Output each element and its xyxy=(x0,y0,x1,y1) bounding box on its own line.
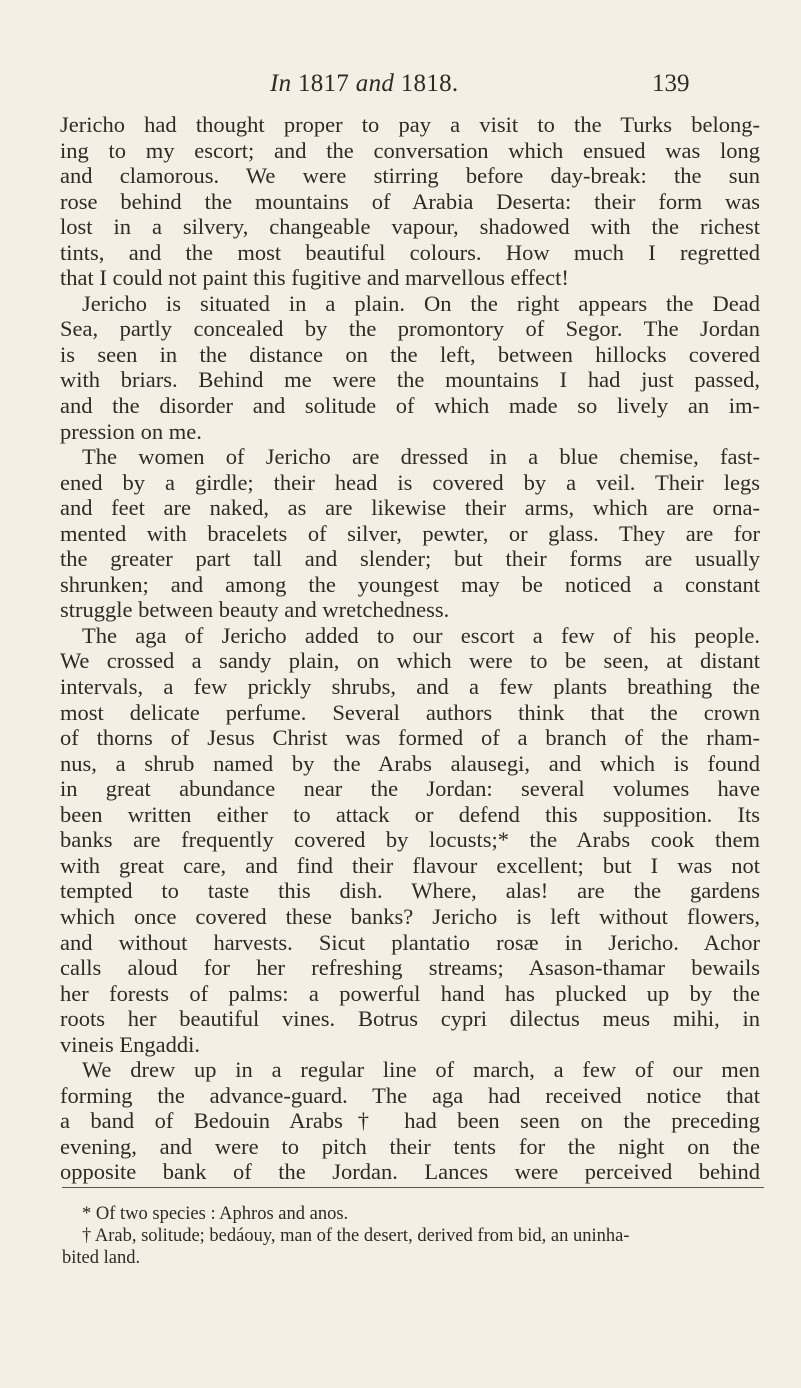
text-line: her forests of palms: a powerful hand has plucked up by the xyxy=(60,980,760,1006)
text-line: tints, and the most beautiful colours. How much I regretted xyxy=(60,239,760,265)
text-line: with briars. Behind me were the mountains I had just passed, xyxy=(60,367,760,393)
text-line: Sea, partly concealed by the promontory of Segor. The Jordan xyxy=(60,316,760,342)
text-line: evening, and were to pitch their tents for the night on the xyxy=(60,1133,760,1159)
running-head-year-2: 1818. xyxy=(400,70,459,97)
text-line: that I could not paint this fugitive and marvellous effect! xyxy=(60,265,569,291)
footnote-asterisk: * Of two species : Aphros and anos. xyxy=(82,1204,349,1224)
running-head xyxy=(270,70,458,98)
text-line: with great care, and find their flavour excellent; but I was not xyxy=(60,852,760,878)
text-line: opposite bank of the Jordan. Lances were perceived behind xyxy=(60,1159,760,1185)
text-line: We drew up in a regular line of march, a few of our men xyxy=(82,1057,760,1083)
text-line: rose behind the mountains of Arabia Deserta: their form was xyxy=(60,188,760,214)
text-line: calls aloud for her refreshing streams; Asason-thamar bewails xyxy=(60,955,760,981)
text-line: tempted to taste this dish. Where, alas! are the gardens xyxy=(60,878,760,904)
text-line: Jericho had thought proper to pay a visit to the Turks belong- xyxy=(60,112,760,137)
running-head-prefix: In xyxy=(270,70,292,97)
text-line: ened by a girdle; their head is covered by a veil. Their legs xyxy=(60,469,760,495)
text-line: which once covered these banks? Jericho is left without flowers, xyxy=(60,903,760,929)
text-line: The aga of Jericho added to our escort a few of his people. xyxy=(82,622,760,648)
text-line: The women of Jericho are dressed in a blue chemise, fast- xyxy=(82,444,760,470)
text-line: ing to my escort; and the conversation which ensued was long xyxy=(60,137,760,163)
text-line: most delicate perfume. Several authors think that the crown xyxy=(60,699,760,725)
text-line: pression on me. xyxy=(60,418,202,444)
text-line: We crossed a sandy plain, on which were to be seen, at distant xyxy=(60,648,760,674)
footnote-divider xyxy=(62,1187,764,1188)
text-line: in great abundance near the Jordan: several volumes have xyxy=(60,776,760,802)
text-line: lost in a silvery, changeable vapour, shadowed with the richest xyxy=(60,214,760,240)
text-line: forming the advance-guard. The aga had received notice that xyxy=(60,1082,760,1108)
footnote-dagger-continuation: bited land. xyxy=(62,1248,141,1268)
text-line: of thorns of Jesus Christ was formed of a branch of the rham- xyxy=(60,725,760,751)
footnote-dagger: † Arab, solitude; bedáouy, man of the desert, derived from bid, an uninha- xyxy=(82,1226,630,1246)
text-line: intervals, a few prickly shrubs, and a few plants breathing the xyxy=(60,674,760,700)
footnotes xyxy=(62,1203,762,1269)
text-line: struggle between beauty and wretchedness. xyxy=(60,597,450,623)
page-header xyxy=(0,70,801,110)
text-line: vineis Engaddi. xyxy=(60,1031,200,1057)
text-line: and feet are naked, as are likewise their arms, which are orna- xyxy=(60,495,760,521)
text-line: nus, a shrub named by the Arabs alausegi, and which is found xyxy=(60,750,760,776)
text-line: the greater part tall and slender; but their forms are usually xyxy=(60,546,760,572)
running-head-year-1: 1817 xyxy=(298,70,350,97)
page-number: 139 xyxy=(652,70,690,97)
text-line: Jericho is situated in a plain. On the right appears the Dead xyxy=(82,290,760,316)
text-line: mented with bracelets of silver, pewter, or glass. They are for xyxy=(60,520,760,546)
text-line: a band of Bedouin Arabs† had been seen on the preceding xyxy=(60,1108,760,1134)
text-line: banks are frequently covered by locusts;* the Arabs cook them xyxy=(60,827,760,853)
text-line: and clamorous. We were stirring before day-break: the sun xyxy=(60,163,760,189)
text-line: is seen in the distance on the left, between hillocks covered xyxy=(60,341,760,367)
text-line: shrunken; and among the youngest may be noticed a constant xyxy=(60,571,760,597)
body-text xyxy=(60,112,760,1185)
running-head-and: and xyxy=(355,70,395,97)
text-line: been written either to attack or defend this supposition. Its xyxy=(60,801,760,827)
text-line: roots her beautiful vines. Botrus cypri dilectus meus mihi, in xyxy=(60,1006,760,1032)
text-line: and without harvests. Sicut plantatio rosæ in Jericho. Achor xyxy=(60,929,760,955)
text-line: and the disorder and solitude of which made so lively an im- xyxy=(60,393,760,419)
